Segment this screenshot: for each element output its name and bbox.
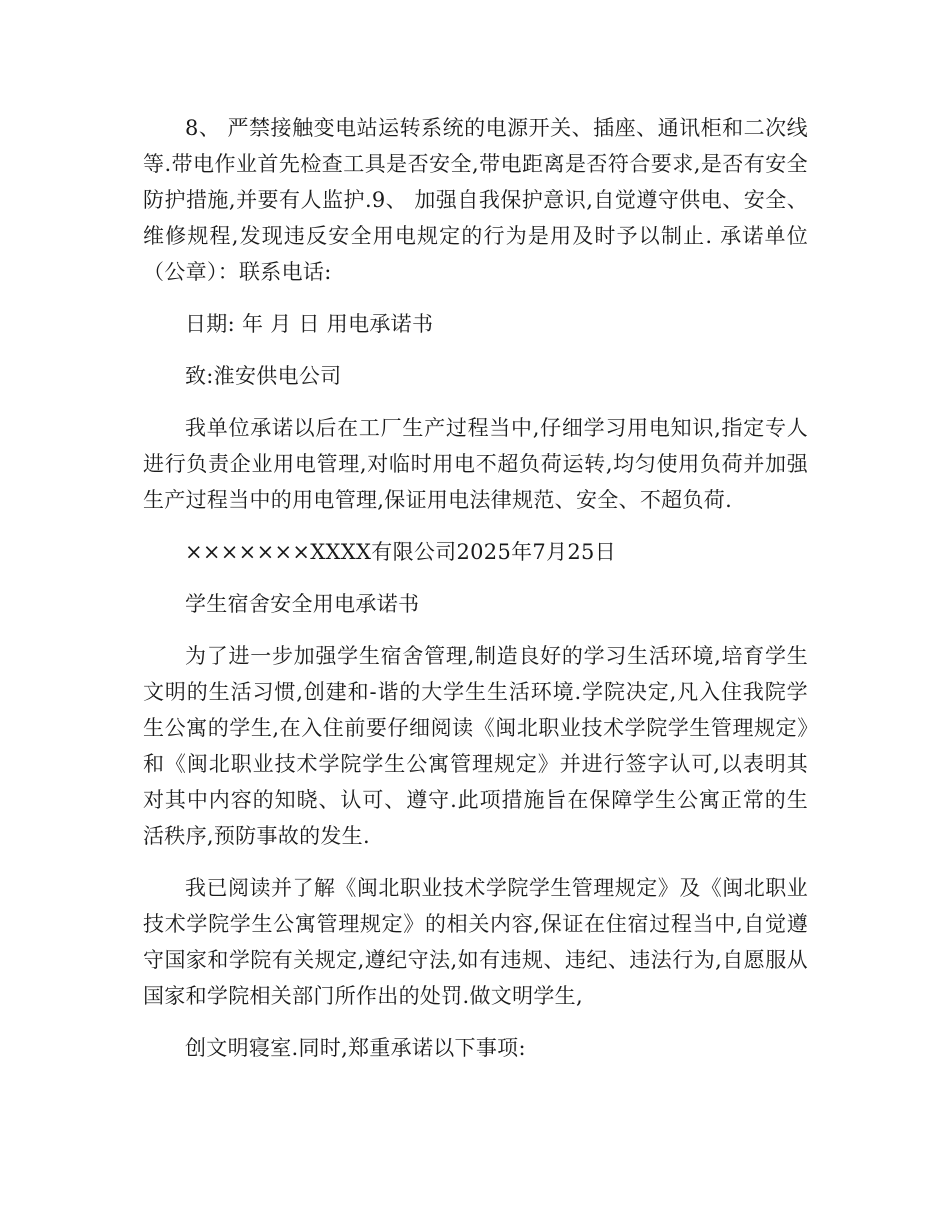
paragraph-safety-rules: 8、 严禁接触变电站运转系统的电源开关、插座、通讯柜和二次线等.带电作业首先检查工具是否安全,带电距离是否符合要求,是否有安全防护措施,并要有人监护.9、 加强自我保护意识,自觉遵守供电、安全、维修规程,发现违反安全用电规定的行为是用及时予以制止. 承诺单位（公章）：联系电话:: [143, 116, 808, 284]
paragraph-dorm-intro: 为了进一步加强学生宿舍管理,制造良好的学习生活环境,培育学生文明的生活习惯,创建和-谐的大学生生活环境.学院决定,凡入住我院学生公寓的学生,在入住前要仔细阅读《闽北职业技术学院学生管理规定》和《闽北职业技术学院学生公寓管理规定》并进行签字认可,以表明其对其中内容的知晓、认可、遵守.此项措施旨在保障学生公寓正常的生活秩序,预防事故的发生.: [143, 644, 808, 848]
document-body: [143, 110, 808, 1082]
paragraph-student-statement: 我已阅读并了解《闽北职业技术学院学生管理规定》及《闽北职业技术学院学生公寓管理规定》的相关内容,保证在住宿过程当中,自觉遵守国家和学院有关规定,遵纪守法,如有违规、违纪、违法行为,自愿服从国家和学院相关部门所作出的处罚.做文明学生,: [143, 876, 808, 1008]
paragraph-date-title: 日期: 年 月 日 用电承诺书: [185, 312, 434, 336]
paragraph-dorm-title: 学生宿舍安全用电承诺书: [185, 592, 420, 616]
paragraph-company-pledge: 我单位承诺以后在工厂生产过程当中,仔细学习用电知识,指定专人进行负责企业用电管理,对临时用电不超负荷运转,均匀使用负荷并加强生产过程当中的用电管理,保证用电法律规范、安全、不超负荷.: [143, 416, 808, 512]
paragraph-signature-date: ×××××××XXXX有限公司2025年7月25日: [185, 540, 616, 564]
paragraph-pledge-items: 创文明寝室.同时,郑重承诺以下事项:: [185, 1036, 526, 1060]
paragraph-recipient: 致:淮安供电公司: [185, 364, 342, 388]
